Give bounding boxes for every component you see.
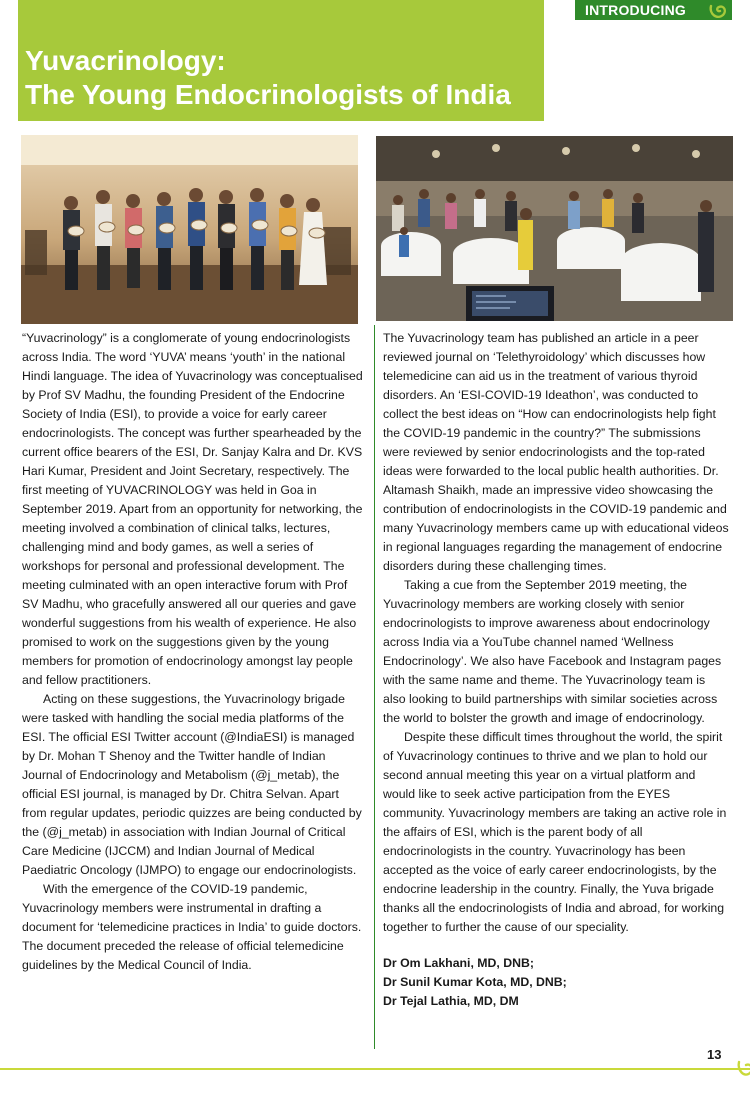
author-name: Dr Tejal Lathia, MD, DM [383, 994, 519, 1008]
swirl-logo-icon [707, 0, 729, 22]
paragraph-social-media: Acting on these suggestions, the Yuvacrinology brigade were tasked with handling the social media platforms of the ESI. The official ESI Twitter account (@IndiaESI) is managed by Dr. Mohan T Shenoy and the Twitter handle of Indian Journal of Endocrinology and Metabolism (@j_metab), the official ESI journal, is managed by Dr. Chitra Selvan. Apart from regular updates, periodic quizzes are being conducted by the (@j_metab) in association with Indian Journal of Critical Care Medicine (IJCCM) and Indian Journal of Medical Paediatric Oncology (IJMPO) to engage our endocrinologists. [22, 692, 362, 877]
conference-photo [376, 136, 733, 321]
left-column [22, 329, 366, 975]
title-line-1: Yuvacrinology: [25, 45, 226, 76]
title-line-2: The Young Endocrinologists of India [25, 79, 511, 110]
article-title [25, 44, 511, 112]
page-number: 13 [707, 1047, 722, 1062]
author-list [383, 954, 730, 1011]
right-column [383, 329, 730, 1011]
swirl-footer-icon [736, 1056, 750, 1080]
paragraph-covid-telemedicine: With the emergence of the COVID-19 pandemic, Yuvacrinology members were instrumental in drafting a document for ‘telemedicine practices in India’ to guide doctors. The document preceded the release of official telemedicine guidelines by the Medical Council of India. [22, 882, 362, 972]
paragraph-future: Despite these difficult times throughout the world, the spirit of Yuvacrinology continues to thrive and we plan to hold our second annual meeting this year on a virtual platform and would like to seek active participation from the EYES community. Yuvacrinology members are taking an active role in the affairs of ESI, which is the parent body of all endocrinologists in the country. Yuvacrinology has been accepted as the voice of early career endocrinologists, by the endocrine leadership in the country. Finally, the Yuva brigade thanks all the endocrinologists of India and abroad, for working together to further the cause of our speciality. [383, 730, 727, 934]
footer-rule [0, 1068, 750, 1070]
paragraph-publications: The Yuvacrinology team has published an article in a peer reviewed journal on ‘Telethyroidology’ which discusses how telemedicine can aid us in the treatment of various thyroid disorders. An ‘ESI-COVID-19 Ideathon’, was conducted to collect the best ideas on “How can endocrinologists help fight the COVID-19 pandemic in the country?” The submissions were reviewed by senior endocrinologists and the top-rated ideas were forwarded to the local public health authorities. Dr. Altamash Shaikh, made an impressive video showcasing the contribution of endocrinologists in the COVID-19 pandemic and many Yuvacrinology members came up with educational videos in regional languages regarding the management of endocrine disorders during these challenging times. [383, 331, 729, 573]
column-divider [374, 325, 375, 1049]
group-photo [21, 135, 358, 324]
paragraph-intro: “Yuvacrinology” is a conglomerate of young endocrinologists across India. The word ‘YUVA’ means ‘youth’ in the national Hindi language. The idea of Yuvacrinology was conceptualised by Prof SV Madhu, the founding President of the Endocrine Society of India (ESI), to provide a voice for early career endocrinologists. The concept was further spearheaded by the current office bearers of the ESI, Dr. Sanjay Kalra and Dr. KVS Hari Kumar, President and Joint Secretary, respectively. The first meeting of YUVACRINOLOGY was held in Goa in September 2019. Apart from an opportunity for networking, the meeting involved a combination of clinical talks, lectures, challenging mind and body games, as well a series of workshops for personal and professional development. The meeting culminated with an open interactive forum with Prof SV Madhu, who gracefully answered all our queries and gave wonderful suggestions from his wealth of experience. He also promised to work on the suggestions given by the young members for promotion of endocrinology amongst lay people and fellow practitioners. [22, 331, 363, 687]
author-name: Dr Om Lakhani, MD, DNB; [383, 956, 534, 970]
section-tag-label: INTRODUCING [585, 2, 686, 18]
paragraph-outreach: Taking a cue from the September 2019 meeting, the Yuvacrinology members are working closely with senior endocrinologists to improve awareness about endocrinology across India via a YouTube channel named ‘Wellness Endocrinology’. We also have Facebook and Instagram pages with the same name and theme. The Yuvacrinology team is also looking to build partnerships with similar societies across the world to bolster the growth and image of endocrinology. [383, 578, 722, 725]
author-name: Dr Sunil Kumar Kota, MD, DNB; [383, 975, 567, 989]
